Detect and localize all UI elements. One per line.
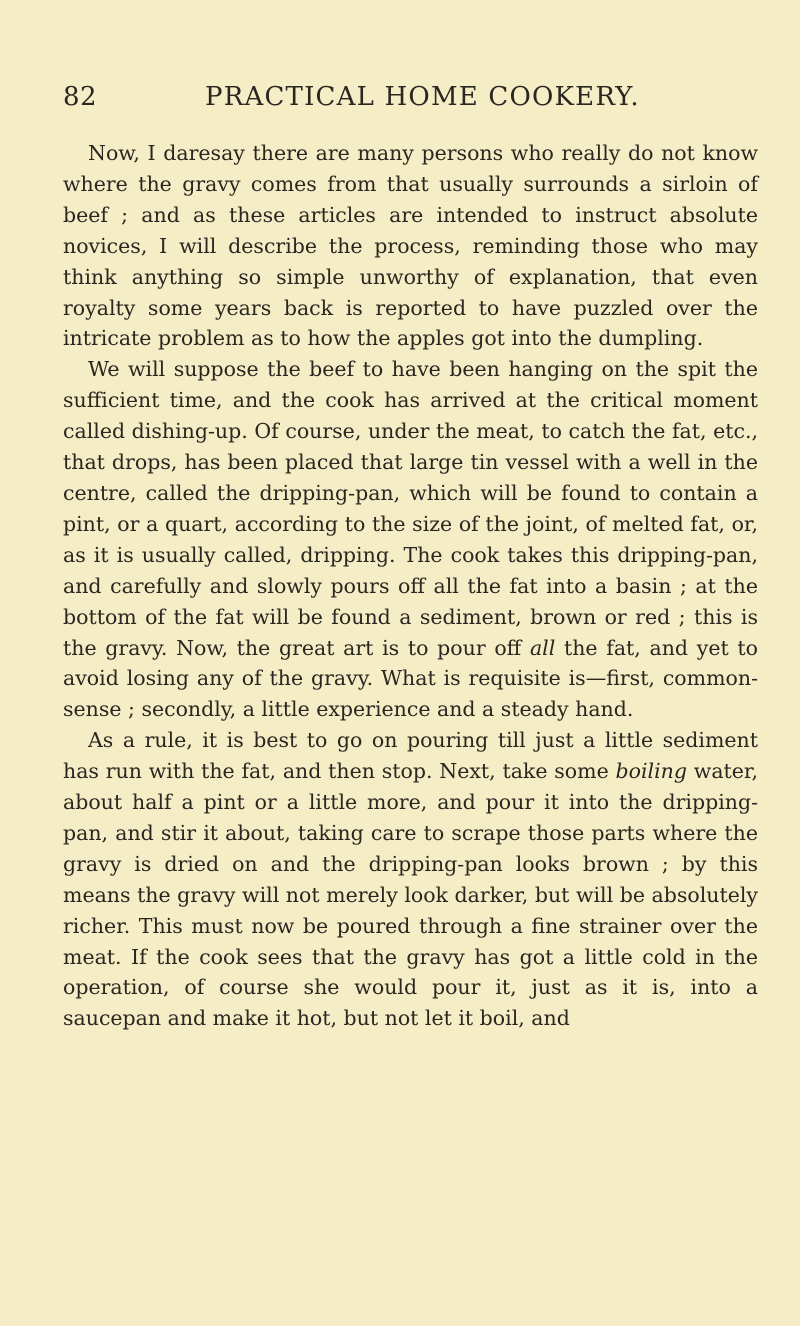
page-header — [63, 82, 663, 122]
paragraph-2-text-after: the fat, and yet to avoid losing any of the gravy. What is requisite is—first, common-sense ; secondly, a little experience and a steady hand. — [63, 635, 758, 722]
paragraph-2-text: We will suppose the beef to have been hanging on the spit the sufficient time, and the cook has arrived at the critical moment called dishing-up. Of course, under the meat, to catch the fat, etc., that drops, has been placed that large tin vessel with a well in the centre, called the dripping-pan, which will be found to contain a pint, or a quart, according to the size of the joint, of melted fat, or, as it is usually called, dripping. The cook takes this dripping-pan, and carefully and slowly pours off all the fat into a basin ; at the bottom of the fat will be found a sediment, brown or red ; this is the gravy. Now, the great art is to pour off — [63, 357, 758, 660]
page-number: 82 — [63, 82, 98, 112]
paragraph-2 — [63, 354, 758, 725]
paragraph-3-emphasis: boiling — [615, 759, 687, 784]
paragraph-3-text-after: water, about half a pint or a little more, and pour it into the dripping-pan, and stir it about, taking care to scrape those parts where the gravy is dried on and the dripping-pan looks brown ; by this means the gravy will not merely look darker, but will be absolutely richer. This must now be poured through a fine strainer over the meat. If the cook sees that the gravy has got a little cold in the operation, of course she would pour it, just as it is, into a saucepan and make it hot, but not let it boil, and — [63, 759, 758, 1031]
body-text — [63, 138, 758, 1034]
running-title: PRACTICAL HOME COOKERY. — [205, 82, 640, 112]
paragraph-1-text: Now, I daresay there are many persons who really do not know where the gravy comes from that usually surrounds a sirloin of beef ; and as these articles are intended to instruct absolute novices, I will describe the process, reminding those who may think anything so simple unworthy of explanation, that even royalty some years back is reported to have puzzled over the intricate problem as to how the apples got into the dumpling. — [63, 141, 758, 351]
paragraph-3 — [63, 725, 758, 1034]
paragraph-3-text: As a rule, it is best to go on pouring till just a little sediment has run with the fat, and then stop. Next, take some — [63, 728, 758, 784]
paragraph-2-emphasis: all — [529, 635, 556, 660]
paragraph-1 — [63, 138, 758, 354]
